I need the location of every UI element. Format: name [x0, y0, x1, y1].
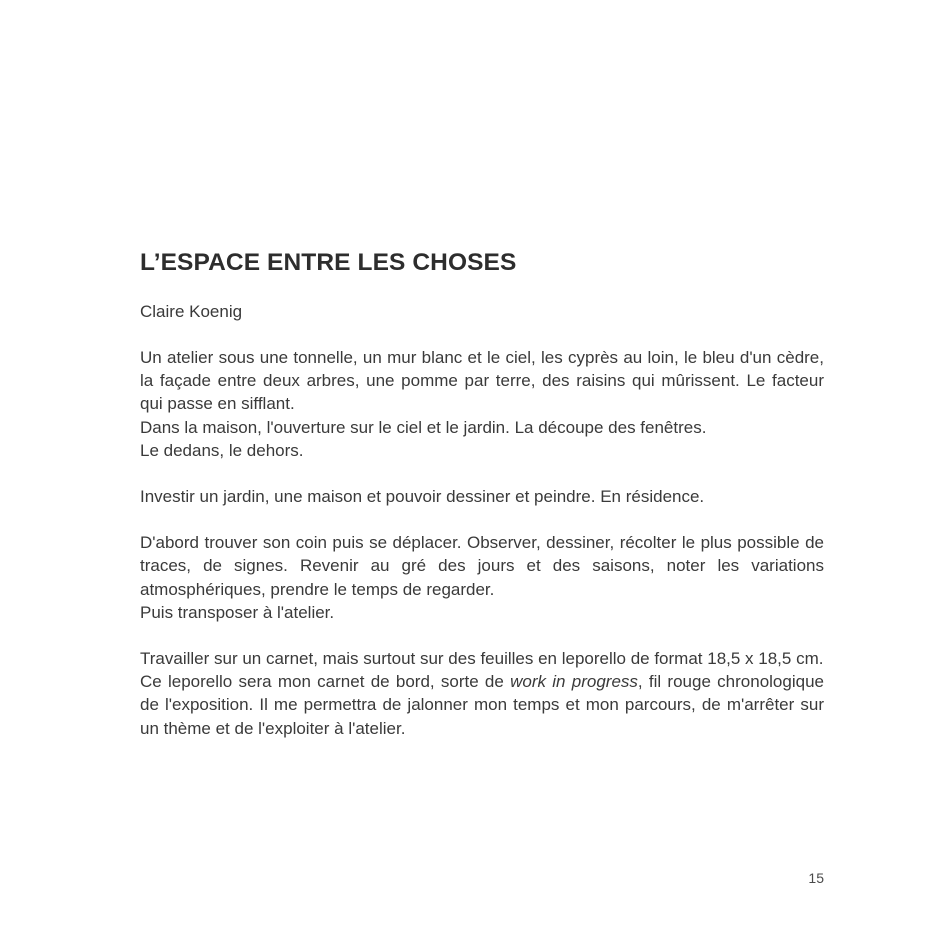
text-column — [140, 248, 824, 740]
italic-phrase-work-in-progress: work in progress — [510, 672, 638, 692]
paragraph-1-sentence-3: Le dedans, le dehors. — [140, 440, 304, 460]
paragraph-3-sentence-2: Puis transposer à l'atelier. — [140, 602, 335, 622]
paragraph-1 — [140, 346, 824, 462]
paragraph-4-sentence-1: Travailler sur un carnet, mais surtout sur des feuilles en leporello de format 18,5 x 18,5 cm. — [140, 649, 824, 669]
paragraph-2 — [140, 485, 824, 508]
paragraph-1-sentence-1: Un atelier sous une tonnelle, un mur blanc et le ciel, les cyprès au loin, le bleu d'un cèdre, la façade entre deux arbres, une pomme par terre, des raisins qui mûrissent. Le facteur qui passe en sifflant. — [140, 348, 824, 414]
paragraph-4-sentence-2-part-1: Ce leporello sera mon carnet de bord, sorte de — [140, 672, 511, 692]
paragraph-2-sentence-1: Investir un jardin, une maison et pouvoir dessiner et peindre. En résidence. — [140, 487, 705, 507]
page-title: L’ESPACE ENTRE LES CHOSES — [140, 249, 517, 276]
page-number: 15 — [808, 870, 824, 886]
paragraph-1-sentence-2: Dans la maison, l'ouverture sur le ciel et le jardin. La découpe des fenêtres. — [140, 417, 707, 437]
paragraph-4 — [140, 647, 824, 740]
paragraph-4-sentence-2-part-2: , fil rouge chronologique de l'exposition. Il me permettra de jalonner mon temps et mon parcours, de m'arrêter sur un thème et de l'exploiter à l'atelier. — [140, 672, 824, 738]
paragraph-3 — [140, 531, 824, 624]
author-byline: Claire Koenig — [140, 302, 243, 321]
paragraph-3-sentence-1: D'abord trouver son coin puis se déplacer. Observer, dessiner, récolter le plus possible de traces, de signes. Revenir au gré des jours et des saisons, noter les variations atmosphériques, prendre le temps de regarder. — [140, 533, 824, 599]
